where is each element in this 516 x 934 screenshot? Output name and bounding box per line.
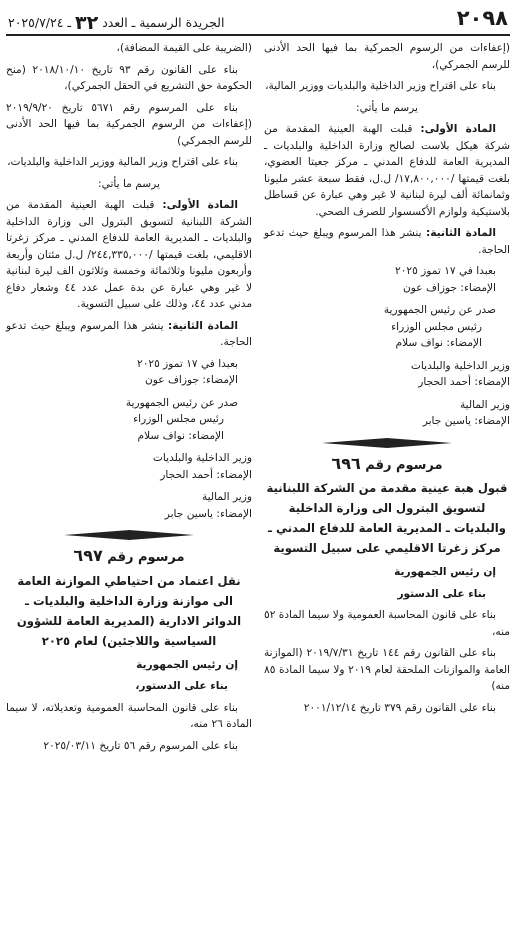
article-1-label: المادة الأولى: <box>420 123 496 135</box>
page-number: ٢٠٩٨ <box>456 6 508 30</box>
article-2-text: ينشر هذا المرسوم ويبلغ حيث تدعو الحاجة. <box>264 227 510 256</box>
signature-block <box>264 263 510 430</box>
signature-line: وزير المالية <box>201 491 252 503</box>
continued-text: (إعفاءات من الرسوم الجمركية بما فيها الحد الأدنى للرسم الجمركي)، <box>264 42 510 71</box>
right-column <box>264 40 510 721</box>
constitution-line: بناء على الدستور، <box>135 680 228 692</box>
gazette-name: الجريدة الرسمية ـ العدد <box>102 15 225 30</box>
recital: بناء على القانون رقم ١٤٤ تاريخ ٢٠١٩/٧/٣١ (الموازنة العامة والموازنات الملحقة لعام ٢٠١٩ ولا سيما المادة ٨٥ منه) <box>264 647 510 692</box>
signature-line: بعبدا في ١٧ تموز ٢٠٢٥ <box>395 265 496 277</box>
article-2-text: ينشر هذا المرسوم ويبلغ حيث تدعو الحاجة. <box>6 319 252 348</box>
continued-text: (الضريبة على القيمة المضافة)، <box>116 42 252 54</box>
signature-line: وزير المالية <box>459 398 510 411</box>
constitution-line: بناء على الدستور <box>397 587 486 600</box>
signature-line: صدر عن رئيس الجمهورية <box>125 396 238 409</box>
article-2-label: المادة الثانية: <box>167 319 238 332</box>
signature-line: الإمضاء: جوزاف عون <box>145 374 238 386</box>
signature-line: وزير الداخلية والبلديات <box>152 452 252 464</box>
left-column <box>6 40 252 759</box>
signature-line: الإمضاء: جوزاف عون <box>403 281 496 294</box>
decree-title-label: مرسوم رقم <box>365 457 443 473</box>
signature-line: وزير الداخلية والبلديات <box>410 359 510 372</box>
decree-696-title <box>264 453 510 475</box>
signature-line: صدر عن رئيس الجمهورية <box>383 304 496 316</box>
signature-line: الإمضاء: نواف سلام <box>137 429 224 442</box>
recital: بناء على المرسوم رقم ٥٦٧١ تاريخ ٢٠١٩/٩/٢٠ (إعفاءات من الرسوم الجمركية بما فيها الحد الأدنى للرسم الجمركي) <box>6 101 252 147</box>
decree-number: ٦٩٧ <box>73 546 103 565</box>
decrees-heading: يرسم ما يأتي: <box>98 177 160 190</box>
section-divider <box>6 528 252 542</box>
recital: بناء على قانون المحاسبة العمومية وتعديلاته، لا سيما المادة ٢٦ منه، <box>6 701 252 730</box>
article-2 <box>6 318 252 351</box>
recital: بناء على القانون رقم ٣٧٩ تاريخ ٢٠٠١/١٢/١٤ <box>303 701 496 714</box>
article-1 <box>6 197 252 313</box>
signature-line: رئيس مجلس الوزراء <box>391 320 482 333</box>
recital: بناء على اقتراح وزير الداخلية والبلديات ووزير المالية، <box>265 80 496 92</box>
recital: بناء على اقتراح وزير المالية ووزير الداخلية والبلديات، <box>7 156 238 168</box>
article-1-label: المادة الأولى: <box>162 199 238 211</box>
recital: بناء على قانون المحاسبة العمومية ولا سيما المادة ٥٢ منه، <box>264 609 510 638</box>
running-head <box>8 12 224 34</box>
decree-number: ٦٩٦ <box>331 453 361 473</box>
article-2 <box>264 225 510 258</box>
president-line: إن رئيس الجمهورية <box>394 566 496 578</box>
article-2-label: المادة الثانية: <box>425 227 496 239</box>
decree-title-label: مرسوم رقم <box>107 550 185 565</box>
decree-697-subject: نقل اعتماد من احتياطي الموازنة العامة الى موازنة وزارة الداخلية والبلديات ـ الدوائر الادارية (المديرية العامة للشؤون السياسية واللاجئين) لعام ٢٠٢٥ <box>16 573 242 648</box>
president-line: إن رئيس الجمهورية <box>136 658 238 671</box>
article-1 <box>264 121 510 220</box>
recital: بناء على القانون رقم ٩٣ تاريخ ٢٠١٨/١٠/١٠ (منح الحكومة حق التشريع في الحقل الجمركي)، <box>6 63 252 92</box>
recital: بناء على المرسوم رقم ٥٦ تاريخ ٢٠٢٥/٠٣/١١ <box>43 739 238 752</box>
issue-number: ٣٢ <box>75 12 99 34</box>
decree-697-title <box>6 548 252 567</box>
signature-line: الإمضاء: أحمد الحجار <box>160 468 252 481</box>
issue-date: ـ ٢٠٢٥/٧/٢٤ <box>8 15 72 30</box>
decree-696-subject: قبول هبة عينية مقدمة من الشركة اللبنانية لتسويق البترول الى وزارة الداخلية والبلديات ـ المديرية العامة للدفاع المدني ـ مركز زغرتا الاقليمي على سبيل التسوية <box>266 481 508 555</box>
article-1-text: قبلت الهبة العينية المقدمة من الشركة اللبنانية لتسويق البترول الى وزارة الداخلية والبلديات ـ المديرية العامة للدفاع المدني ـ مركز زغرتا الاقليمي، بلغت قيمتها /٢٤٤,٣٣٥,٠٠٠/ ل.ل مئتان وأربعة وأربعون مليونا وثلاثمائة وخمسة وثلاثون الف ليرة لبنانية لا غير وهي عبارة عن بدة عمل عدد ٤٤ وشعار دفاع مدني عدد ٤٤، وذلك على سبيل التسوية. <box>6 199 252 310</box>
signature-line: الإمضاء: ياسين جابر <box>164 507 252 520</box>
signature-line: الإمضاء: ياسين جابر <box>422 415 510 427</box>
signature-block <box>6 356 252 523</box>
decrees-heading: يرسم ما يأتي: <box>356 101 418 114</box>
signature-line: الإمضاء: نواف سلام <box>395 337 482 349</box>
signature-line: الإمضاء: أحمد الحجار <box>418 376 510 388</box>
signature-line: رئيس مجلس الوزراء <box>133 413 224 425</box>
signature-line: بعبدا في ١٧ تموز ٢٠٢٥ <box>137 357 238 370</box>
section-divider <box>264 436 510 450</box>
article-1-text: قبلت الهبة العينية المقدمة من شركة هيكل بلاست لصالح وزارة الداخلية والبلديات ـ المديرية العامة للدفاع المدني ـ مركز جعيتا العضوي، بلغت قيمتها /١٧,٨٠٠,٠٠٠/ ل.ل، فقط سبعة عشر مليونا وثمانمائة ألف ليرة لبنانية لا غير وهي عبارة عن قساطل بلاستيكية ولوازم الأكسسوار للصرف الصحي. <box>264 123 511 218</box>
page-header <box>6 4 510 36</box>
